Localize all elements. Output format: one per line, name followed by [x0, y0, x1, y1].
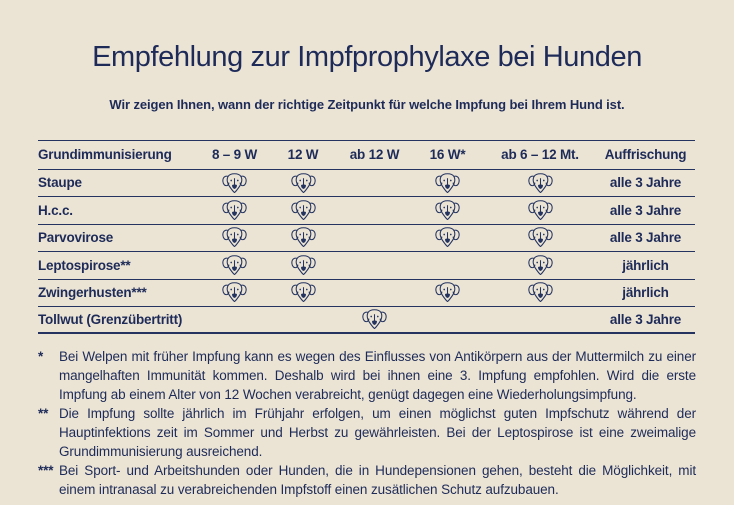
column-header: 12 W — [287, 147, 319, 163]
table-body — [38, 170, 695, 334]
dose-cell-empty — [484, 307, 596, 332]
table-row — [38, 197, 695, 224]
booster-interval: alle 3 Jahre — [609, 202, 682, 218]
booster-interval: jährlich — [622, 257, 669, 273]
dog-head-icon — [221, 226, 248, 249]
dose-cell-dog — [201, 197, 268, 223]
dog-head-icon — [221, 254, 248, 277]
dose-cell-dog — [268, 170, 338, 196]
column-header: 16 W* — [429, 147, 466, 163]
dog-head-icon — [290, 281, 317, 304]
dose-cell-empty — [338, 197, 411, 223]
dog-head-icon — [527, 172, 554, 195]
footnote — [38, 461, 696, 499]
vaccination-table — [38, 140, 695, 334]
table-row — [38, 307, 695, 334]
footnote-text: Bei Welpen mit früher Impfung kann es wegen des Einflusses von Antikörpern aus der Muttermilch zu einer mangelhaften Immunität kommen. Deshalb wird bei ihnen eine 3. Impfung empfohlen. Wird die erste Impfung ab einem Alter von 12 Wochen verabreicht, genügt dagegen eine Wiederholungsimpfung. — [59, 349, 696, 402]
dose-cell-empty — [338, 280, 411, 306]
dose-cell-dog — [268, 252, 338, 278]
vaccine-label: Leptospirose** — [38, 257, 131, 273]
dog-head-icon — [527, 254, 554, 277]
column-header: Grundimmunisierung — [38, 147, 172, 163]
dog-head-icon — [290, 254, 317, 277]
dose-cell-dog — [201, 225, 268, 251]
dose-cell-empty — [268, 307, 338, 332]
dose-cell-dog — [411, 170, 484, 196]
dose-cell-dog — [484, 252, 596, 278]
vaccine-label: Zwingerhusten*** — [38, 285, 147, 300]
dose-cell-dog — [484, 225, 596, 251]
booster-interval: alle 3 Jahre — [609, 311, 682, 327]
dose-cell-dog — [411, 197, 484, 223]
footnote-marker: *** — [38, 463, 54, 478]
dose-cell-empty — [201, 307, 268, 332]
page-title: Empfehlung zur Impfprophylaxe bei Hunden — [92, 41, 642, 73]
dog-head-icon — [290, 226, 317, 249]
dog-head-icon — [434, 199, 461, 222]
vaccine-label: Staupe — [38, 175, 82, 191]
footnote — [38, 347, 696, 404]
dog-head-icon — [434, 281, 461, 304]
footnote — [38, 404, 696, 461]
dog-head-icon — [221, 172, 248, 195]
booster-interval: alle 3 Jahre — [609, 175, 682, 191]
dog-head-icon — [290, 172, 317, 195]
dose-cell-dog — [484, 170, 596, 196]
dog-head-icon — [527, 281, 554, 304]
dose-cell-dog — [484, 280, 596, 306]
dose-cell-dog — [201, 280, 268, 306]
vaccine-label: H.c.c. — [38, 202, 73, 218]
table-row — [38, 225, 695, 252]
booster-interval: jährlich — [622, 285, 669, 300]
dose-cell-empty — [338, 252, 411, 278]
dog-head-icon — [527, 199, 554, 222]
dose-cell-dog — [411, 225, 484, 251]
dose-cell-dog — [484, 197, 596, 223]
dog-head-icon — [361, 308, 388, 331]
dose-cell-dog — [201, 170, 268, 196]
dose-cell-empty — [338, 170, 411, 196]
footnote-text: Die Impfung sollte jährlich im Frühjahr erfolgen, um einen möglichst guten Impfschutz während der Hauptinfektions zeit im Sommer und Herbst zu gewährleisten. Bei der Leptospirose ist eine zweimalige Grundimmunisierung ausreichend. — [59, 406, 696, 459]
footnote-marker: * — [38, 349, 44, 364]
footnote-marker: ** — [38, 406, 49, 421]
vaccine-label: Parvovirose — [38, 230, 114, 246]
dose-cell-dog — [268, 197, 338, 223]
dog-head-icon — [434, 172, 461, 195]
column-header: Auffrischung — [604, 147, 687, 163]
dose-cell-dog — [338, 307, 411, 332]
dog-head-icon — [290, 199, 317, 222]
table-row — [38, 252, 695, 279]
page-subtitle: Wir zeigen Ihnen, wann der richtige Zeitpunkt für welche Impfung bei Ihrem Hund ist. — [109, 97, 625, 112]
booster-interval: alle 3 Jahre — [609, 230, 682, 246]
dose-cell-dog — [268, 225, 338, 251]
vaccine-label: Tollwut (Grenzübertritt) — [38, 311, 183, 327]
dog-head-icon — [221, 281, 248, 304]
table-row — [38, 170, 695, 197]
column-header: 8 – 9 W — [211, 147, 258, 163]
column-header: ab 12 W — [349, 147, 400, 163]
dose-cell-empty — [411, 252, 484, 278]
dog-head-icon — [527, 226, 554, 249]
dose-cell-dog — [268, 280, 338, 306]
dog-head-icon — [434, 226, 461, 249]
dose-cell-empty — [338, 225, 411, 251]
table-header-row — [38, 141, 695, 170]
dog-head-icon — [221, 199, 248, 222]
dose-cell-empty — [411, 307, 484, 332]
footnote-text: Bei Sport- und Arbeitshunden oder Hunden, die in Hundepensionen gehen, besteht die Möglichkeit, mit einem intranasal zu verabreichenden Impfstoff einen zusätlichen Schutz aufzubauen. — [59, 463, 696, 497]
footnotes — [38, 347, 696, 499]
column-header: ab 6 – 12 Mt. — [501, 147, 579, 163]
dose-cell-dog — [411, 280, 484, 306]
dose-cell-dog — [201, 252, 268, 278]
table-row — [38, 280, 695, 307]
